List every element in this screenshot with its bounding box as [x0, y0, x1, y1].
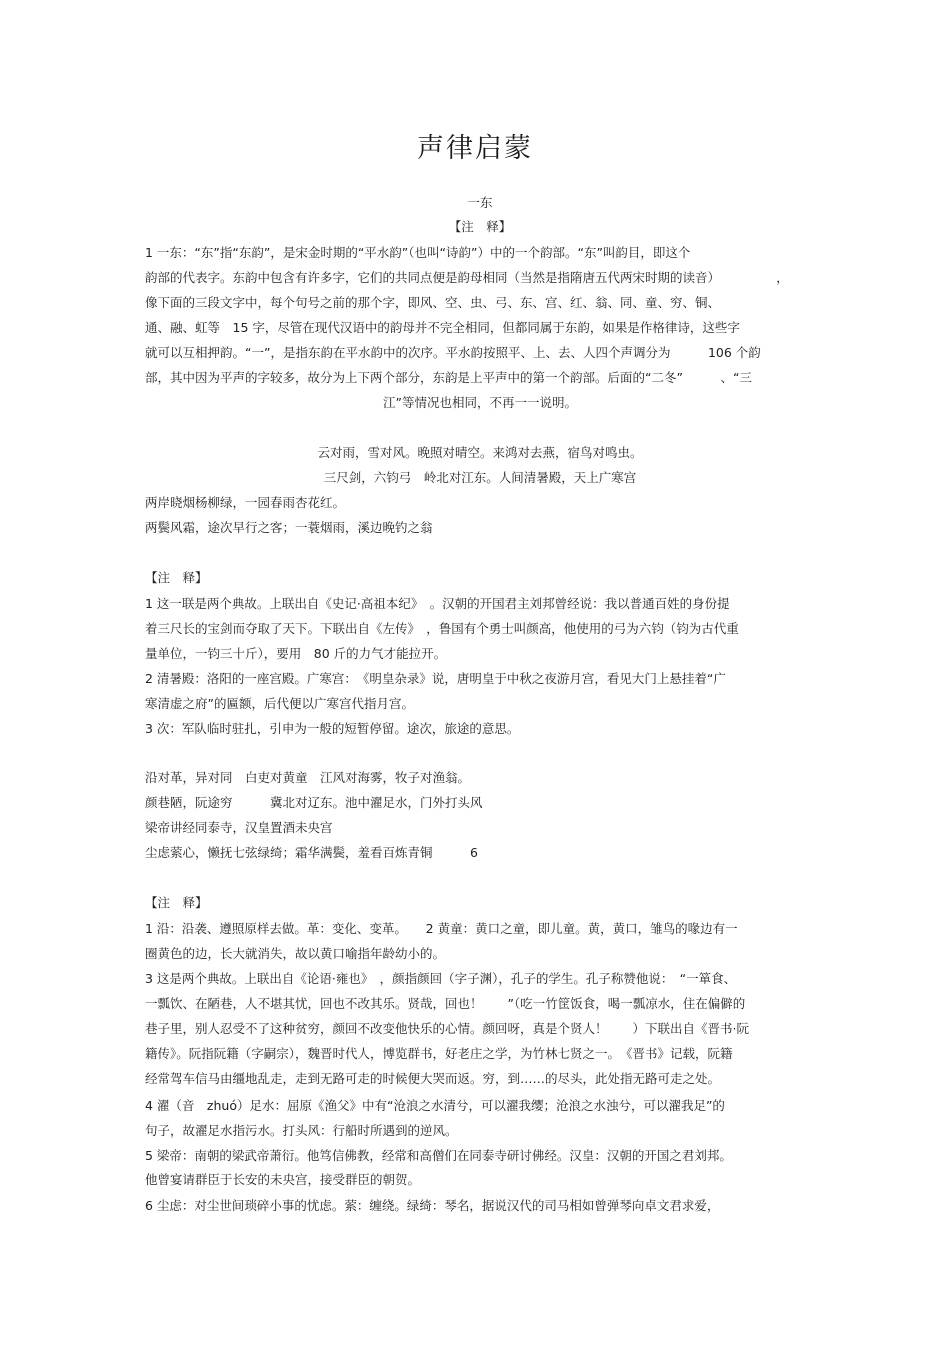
note-line: 1 沿：沿袭、遵照原样去做。革：变化、变革。 2 黄童：黄口之童，即儿童。黄，黄口，雏鸟的喙边有一 — [145, 921, 738, 936]
note-line: 1 这一联是两个典故。上联出自《史记·高祖本纪》 。汉朝的开国君主刘邦曾经说：我以普通百姓的身份提 — [145, 596, 730, 611]
page-title: 声律启蒙 — [417, 133, 533, 164]
note-line: 5 梁帝：南朝的梁武帝萧衍。他笃信佛教，经常和高僧们在同泰寺研讨佛经。汉皇：汉朝的开国之君刘邦。 — [145, 1148, 732, 1163]
note-line: 籍传》。阮指阮籍（字嗣宗），魏晋时代人，博览群书，好老庄之学，为竹林七贤之一。 《晋书》记载，阮籍 — [145, 1046, 733, 1061]
note-line: 句子，故濯足水指污水。打头风：行船时所遇到的逆风。 — [145, 1123, 458, 1138]
verse-line: 两鬓风霜，途次早行之客；一蓑烟雨，溪边晚钓之翁 — [145, 520, 433, 535]
verse-line: 两岸晓烟杨柳绿，一园春雨杏花红。 — [145, 495, 346, 510]
intro-line: 就可以互相押韵。“一”，是指东韵在平水韵中的次序。平水韵按照平、上、去、人四个声调分为 106 个韵 — [145, 345, 761, 360]
notes-header: 【注 释】 — [448, 219, 512, 234]
notes-header: 【注 释】 — [145, 895, 208, 910]
intro-line: 1 一东：“东”指“东韵”，是宋金时期的“平水韵”（也叫“诗韵”）中的一个韵部。“东”叫韵目，即这个 — [145, 245, 691, 260]
note-line: 经常驾车信马由缰地乱走，走到无路可走的时候便大哭而返。穷，到……的尽头，此处指无路可走之处。 — [145, 1071, 721, 1086]
note-line: 圈黄色的边，长大就消失，故以黄口喻指年龄幼小的。 — [145, 946, 446, 961]
intro-line: 部，其中因为平声的字较多，故分为上下两个部分，东韵是上平声中的第一个韵部。后面的“二冬” 、“三 — [145, 370, 752, 385]
notes-header: 【注 释】 — [145, 570, 208, 585]
intro-line: 韵部的代表字。东韵中包含有许多字，它们的共同点便是韵母相同（当然是指隋唐五代两宋时期的读音） ， — [145, 270, 789, 285]
verse-line: 颜巷陋，阮途穷 冀北对辽东。池中濯足水，门外打头风 — [145, 795, 483, 810]
verse-line: 云对雨，雪对风。晚照对晴空。来鸿对去燕，宿鸟对鸣虫。 — [317, 445, 643, 460]
intro-line: 通、融、虹等 15 字，尽管在现代汉语中的韵母并不完全相同，但都同属于东韵，如果是作格律诗，这些字 — [145, 320, 740, 335]
section-heading: 一东 — [467, 195, 493, 210]
note-line: 一瓢饮、在陋巷，人不堪其忧，回也不改其乐。贤哉，回也！ ”（吃一竹筐饭食，喝一瓢凉水，住在偏僻的 — [145, 996, 746, 1011]
note-line: 着三尺长的宝剑而夺取了天下。下联出自《左传》 ，鲁国有个勇士叫颜高，他使用的弓为六钧（钧为古代重 — [145, 621, 739, 636]
note-line: 他曾宴请群臣于长安的未央宫，接受群臣的朝贺。 — [145, 1172, 421, 1187]
verse-line: 尘虑萦心，懒抚七弦绿绮；霜华满鬓，羞看百炼青铜 6 — [145, 845, 478, 860]
intro-line: 江”等情况也相同，不再一一说明。 — [383, 395, 577, 410]
verse-line: 三尺剑，六钧弓 岭北对江东。人间清暑殿，天上广寒宫 — [323, 470, 637, 485]
note-line: 3 次：军队临时驻扎，引申为一般的短暂停留。途次，旅途的意思。 — [145, 721, 520, 736]
note-line: 量单位，一钧三十斤），要用 80 斤的力气才能拉开。 — [145, 646, 447, 661]
note-line: 2 清暑殿：洛阳的一座宫殿。广寒宫： 《明皇杂录》说，唐明皇于中秋之夜游月宫，看见大门上悬挂着“广 — [145, 671, 726, 686]
verse-line: 沿对革，异对同 白吏对黄童 江风对海雾，牧子对渔翁。 — [145, 770, 471, 785]
intro-line: 像下面的三段文字中，每个句号之前的那个字，即风、空、虫、弓、东、宫、红、翁、同、童、穷、铜、 — [145, 295, 721, 310]
note-line: 3 这是两个典故。上联出自《论语·雍也》 ，颜指颜回（字子渊），孔子的学生。孔子称赞他说： “一箪食、 — [145, 971, 737, 986]
note-line: 巷子里，别人忍受不了这种贫穷，颜回不改变他快乐的心情。颜回呀，真是个贤人！ ）下联出自《晋书·阮 — [145, 1021, 749, 1036]
verse-line: 梁帝讲经同泰寺，汉皇置酒未央宫 — [145, 820, 333, 835]
note-line: 寒清虚之府”的匾额，后代便以广寒宫代指月宫。 — [145, 696, 414, 711]
note-line: 4 濯（音 zhuó）足水：屈原《渔父》中有“沧浪之水清兮，可以濯我缨；沧浪之水浊兮，可以濯我足”的 — [145, 1098, 725, 1113]
note-line: 6 尘虑：对尘世间琐碎小事的忧虑。萦：缠绕。绿绮：琴名，据说汉代的司马相如曾弹琴向卓文君求爱， — [145, 1198, 720, 1213]
